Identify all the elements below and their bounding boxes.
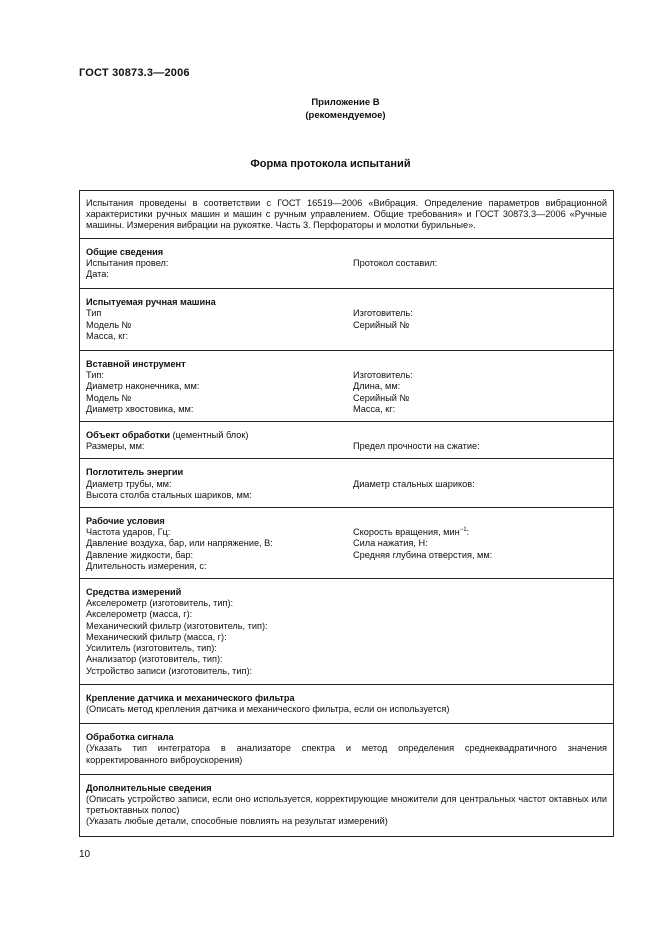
section-row xyxy=(86,308,607,342)
left-column xyxy=(86,479,353,501)
absorber-section xyxy=(80,458,613,507)
duration-label: Длительность измерения, с: xyxy=(86,560,207,571)
form-title: Форма протокола испытаний xyxy=(250,158,411,170)
report-author-label: Протокол составил: xyxy=(353,257,438,268)
right-column xyxy=(353,441,607,452)
rotation-speed-colon: : xyxy=(466,527,470,538)
analyzer-label: Анализатор (изготовитель, тип): xyxy=(86,654,223,665)
mounting-section xyxy=(80,684,613,723)
right-column xyxy=(353,258,607,280)
section-title xyxy=(86,430,607,441)
right-column xyxy=(353,308,607,342)
section-title: Общие сведения xyxy=(86,246,164,257)
workpiece-section xyxy=(80,421,613,458)
protocol-table xyxy=(79,190,614,837)
recorder-label: Устройство записи (изготовитель, тип): xyxy=(86,665,253,676)
left-column xyxy=(86,527,353,572)
intro-section xyxy=(80,191,613,238)
left-column xyxy=(86,258,353,280)
tool-section xyxy=(80,350,613,421)
manufacturer-label: Изготовитель: xyxy=(353,370,413,381)
section-row xyxy=(86,441,607,452)
type-label: Тип xyxy=(86,308,102,319)
shank-diameter-label: Диаметр хвостовика, мм: xyxy=(86,403,194,414)
appendix-heading xyxy=(0,96,661,122)
section-row xyxy=(86,527,607,572)
appendix-subtitle: (рекомендуемое) xyxy=(305,110,386,121)
left-column xyxy=(86,370,353,415)
date-label: Дата: xyxy=(86,269,109,280)
amplifier-label: Усилитель (изготовитель, тип): xyxy=(86,643,217,654)
impact-frequency-label: Частота ударов, Гц: xyxy=(86,527,171,538)
compressive-strength-label: Предел прочности на сжатие: xyxy=(353,441,480,452)
mass-label: Масса, кг: xyxy=(86,330,129,341)
manufacturer-label: Изготовитель: xyxy=(353,308,413,319)
feed-force-label: Сила нажатия, Н: xyxy=(353,538,428,549)
additional-text-recorder: (Описать устройство записи, если оно используется, корректирующие множители для центральных частот октавных или третьоктавных полос) xyxy=(86,793,607,816)
right-column xyxy=(353,370,607,415)
mounting-text: (Описать метод крепления датчика и механического фильтра, если он используется) xyxy=(86,703,450,714)
section-title: Испытуемая ручная машина xyxy=(86,297,216,308)
additional-section xyxy=(80,774,613,836)
signal-section xyxy=(80,723,613,774)
instruments-section xyxy=(80,578,613,684)
rotation-speed-label xyxy=(353,527,607,538)
rotation-speed-text: Скорость вращения, мин xyxy=(353,527,460,538)
document-header: ГОСТ 30873.3—2006 xyxy=(79,67,190,79)
right-column xyxy=(353,479,607,501)
section-title: Поглотитель энергии xyxy=(86,467,184,478)
rotation-speed-exponent: −1 xyxy=(459,527,467,534)
section-title-note: (цементный блок) xyxy=(172,430,249,441)
dimensions-label: Размеры, мм: xyxy=(86,441,145,452)
left-column xyxy=(86,308,353,342)
additional-text-details: (Указать любые детали, способные повлиять на результат измерений) xyxy=(86,816,388,827)
tested-by-label: Испытания провел: xyxy=(86,257,169,268)
left-column xyxy=(86,441,353,452)
pipe-diameter-label: Диаметр трубы, мм: xyxy=(86,478,172,489)
appendix-title: Приложение В xyxy=(311,97,380,108)
model-label: Модель № xyxy=(86,319,132,330)
section-title: Обработка сигнала xyxy=(86,732,174,743)
mass-label: Масса, кг: xyxy=(353,403,396,414)
model-label: Модель № xyxy=(86,392,132,403)
length-label: Длина, мм: xyxy=(353,381,401,392)
section-title: Вставной инструмент xyxy=(86,359,186,370)
section-row xyxy=(86,370,607,415)
signal-text: (Указать тип интегратора в анализаторе спектра и метод определения среднеквадратичного значения корректированного виброускорения) xyxy=(86,743,607,765)
section-row xyxy=(86,258,607,280)
tip-diameter-label: Диаметр наконечника, мм: xyxy=(86,381,200,392)
section-title-text: Объект обработки xyxy=(86,430,170,441)
general-section xyxy=(80,238,613,289)
hole-depth-label: Средняя глубина отверстия, мм: xyxy=(353,549,493,560)
filter-mass-label: Механический фильтр (масса, г): xyxy=(86,631,227,642)
accelerometer-mass-label: Акселерометр (масса, г): xyxy=(86,609,193,620)
accelerometer-type-label: Акселерометр (изготовитель, тип): xyxy=(86,598,234,609)
fluid-pressure-label: Давление жидкости, бар: xyxy=(86,549,194,560)
pressure-voltage-label: Давление воздуха, бар, или напряжение, В: xyxy=(86,538,273,549)
serial-label: Серийный № xyxy=(353,392,410,403)
machine-section xyxy=(80,288,613,350)
section-title: Средства измерений xyxy=(86,587,182,598)
ball-diameter-label: Диаметр стальных шариков: xyxy=(353,478,475,489)
intro-text: Испытания проведены в соответствии с ГОСТ 16519—2006 «Вибрация. Определение параметров вибрационной характеристики ручных машин и машин с ручным управлением. Общие требования» и ГОСТ 30873.3—2006 «Ручные машины. Измерения вибрации на рукоятке. Часть 3. Перфораторы и молотки бурильные». xyxy=(86,198,607,231)
filter-type-label: Механический фильтр (изготовитель, тип): xyxy=(86,620,268,631)
section-row xyxy=(86,479,607,501)
serial-label: Серийный № xyxy=(353,319,410,330)
section-title: Дополнительные сведения xyxy=(86,782,212,793)
type-label: Тип: xyxy=(86,370,104,381)
section-title: Крепление датчика и механического фильтра xyxy=(86,692,295,703)
conditions-section xyxy=(80,507,613,578)
ball-column-height-label: Высота столба стальных шариков, мм: xyxy=(86,489,252,500)
page-number: 10 xyxy=(79,849,91,860)
right-column xyxy=(353,527,607,572)
section-title: Рабочие условия xyxy=(86,516,165,527)
